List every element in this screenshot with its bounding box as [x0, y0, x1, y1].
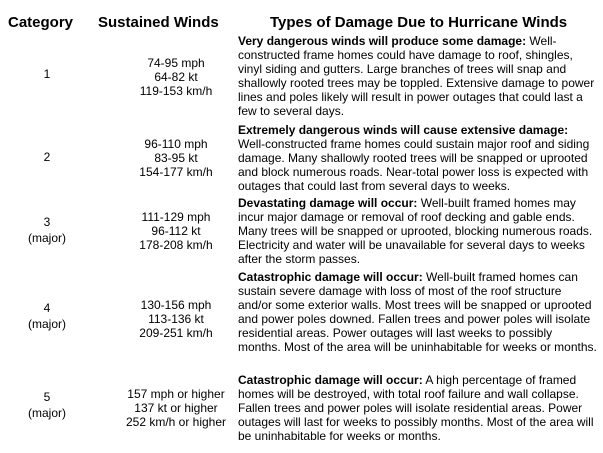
winds-cell: [92, 298, 260, 340]
category-note: (major): [28, 231, 66, 245]
category-4-row: [0, 270, 603, 370]
winds-kmh: 154-177 km/h: [139, 165, 213, 179]
damage-cell: [238, 270, 598, 354]
category-cell: [2, 389, 92, 421]
winds-kt: 113-136 kt: [148, 312, 204, 326]
category-5-row: [0, 373, 603, 449]
damage-types-header: Types of Damage Due to Hurricane Winds: [270, 14, 568, 31]
winds-mph: 130-156 mph: [140, 298, 212, 312]
winds-kt: 96-112 kt: [151, 224, 201, 238]
damage-description: A high percentage of framed homes will be destroyed, with total roof failure and wall collapse. Fallen trees and power poles will isolate residential areas. Power outages will last for weeks to possibly months. Most of the area will be uninhabitable for weeks or months.: [238, 373, 594, 443]
category-1-row: [0, 34, 603, 120]
damage-description: Well-constructed frame homes could have damage to roof, shingles, vinyl siding and gutters. Large branches of trees will snap and shallowly rooted trees may be toppled. Extensive damage to power lines and poles likely will result in power outages that could last a few to several days.: [238, 34, 595, 118]
winds-kmh: 178-208 km/h: [139, 238, 213, 252]
damage-cell: [238, 123, 598, 193]
category-header: Category: [8, 14, 74, 31]
category-2-row: [0, 123, 603, 195]
winds-kt: 83-95 kt: [154, 151, 198, 165]
sustained-winds-header: Sustained Winds: [98, 14, 219, 31]
damage-description: Well-built framed homes can sustain severe damage with loss of most of the roof structure and/or some exterior walls. Most trees will be snapped or uprooted and power poles downed. Fallen trees and power poles will isolate residential areas. Power outages will last weeks to possibly months. Most of the area will be uninhabitable for weeks or months.: [238, 270, 597, 354]
winds-mph: 157 mph or higher: [127, 387, 225, 401]
category-cell: [2, 149, 92, 165]
damage-cell: [238, 373, 598, 443]
winds-kmh: 209-251 km/h: [139, 326, 213, 340]
damage-lead: Extremely dangerous winds will cause extensive damage:: [238, 123, 569, 137]
winds-kt: 137 kt or higher: [134, 401, 218, 415]
winds-cell: [92, 56, 260, 98]
category-note: (major): [28, 317, 66, 331]
category-number: 3: [43, 215, 51, 229]
damage-description: Well-constructed frame homes could sustain major roof and siding damage. Many shallowly rooted trees will be snapped or uprooted and block numerous roads. Near-total power loss is expected with outages that could last from several days to weeks.: [238, 137, 590, 193]
winds-kmh: 252 km/h or higher: [125, 415, 227, 429]
winds-mph: 96-110 mph: [144, 137, 208, 151]
table-header: [0, 8, 603, 32]
winds-cell: [92, 137, 260, 179]
damage-lead: Catastrophic damage will occur:: [238, 270, 423, 284]
category-number: 4: [43, 301, 51, 315]
category-cell: [2, 300, 92, 332]
winds-kmh: 119-153 km/h: [139, 84, 213, 98]
category-number: 5: [43, 390, 51, 404]
damage-lead: Very dangerous winds will produce some damage:: [238, 34, 527, 48]
winds-cell: [92, 387, 260, 429]
damage-cell: [238, 196, 598, 266]
damage-lead: Catastrophic damage will occur:: [238, 373, 423, 387]
winds-cell: [92, 210, 260, 252]
category-cell: [2, 214, 92, 246]
category-note: (major): [28, 406, 66, 420]
category-number: 2: [43, 150, 51, 164]
damage-lead: Devastating damage will occur:: [238, 196, 418, 210]
winds-kt: 64-82 kt: [154, 70, 198, 84]
category-3-row: [0, 196, 603, 268]
damage-cell: [238, 34, 598, 118]
category-cell: [2, 66, 92, 82]
category-number: 1: [43, 67, 51, 81]
winds-mph: 74-95 mph: [147, 56, 205, 70]
winds-mph: 111-129 mph: [141, 210, 211, 224]
damage-description: Well-built framed homes may incur major damage or removal of roof decking and gable ends. Many trees will be snapped or uprooted, blocking numerous roads. Electricity and water will be unavailable for several days to weeks after the storm passes.: [238, 196, 593, 266]
